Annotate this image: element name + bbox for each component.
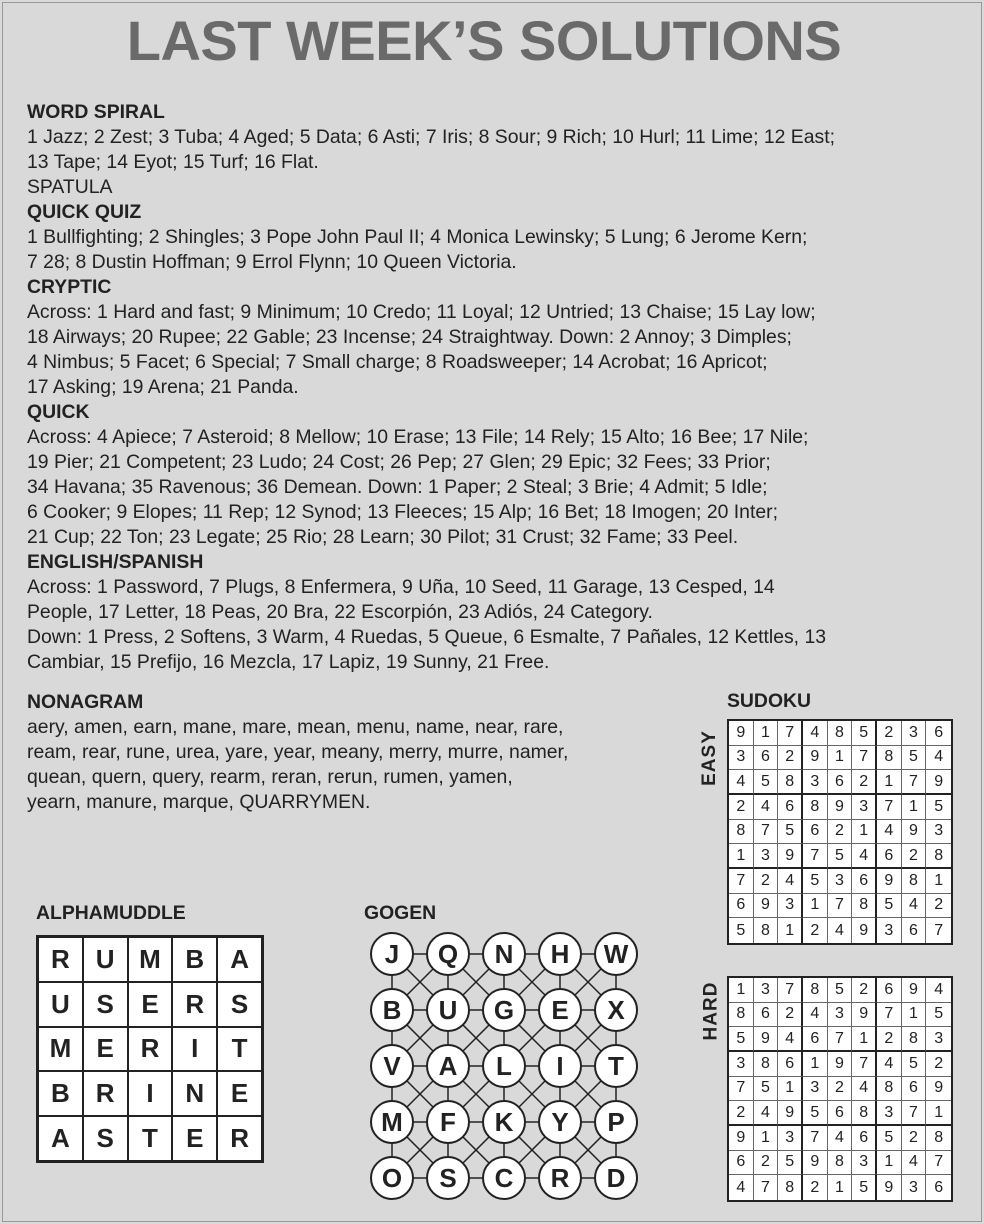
sudoku-cell: 5	[926, 795, 951, 820]
sudoku-cell: 4	[803, 1003, 828, 1028]
sudoku-cell: 5	[778, 820, 803, 845]
page-title: LAST WEEK’S SOLUTIONS	[126, 9, 842, 72]
sudoku-cell: 7	[754, 820, 779, 845]
sudoku-cell: 7	[754, 1175, 779, 1200]
alphamuddle-cell: B	[172, 937, 217, 982]
sudoku-cell: 8	[828, 1151, 853, 1176]
sudoku-cell: 5	[877, 1126, 902, 1151]
gogen-node: X	[594, 988, 638, 1032]
sudoku-cell: 1	[877, 770, 902, 795]
sudoku-cell: 7	[852, 1052, 877, 1077]
gogen-node: D	[594, 1156, 638, 1200]
section-line: People, 17 Letter, 18 Peas, 20 Bra, 22 Escorpión, 23 Adiós, 24 Category.	[27, 601, 653, 623]
sudoku-cell: 5	[926, 1003, 951, 1028]
sudoku-cell: 1	[828, 746, 853, 771]
sudoku-cell: 9	[926, 1077, 951, 1102]
sudoku-cell: 7	[729, 869, 754, 894]
sudoku-cell: 5	[754, 1077, 779, 1102]
sudoku-cell: 2	[778, 1003, 803, 1028]
sudoku-cell: 8	[902, 869, 927, 894]
section-line: Across: 1 Hard and fast; 9 Minimum; 10 Credo; 11 Loyal; 12 Untried; 13 Chaise; 15 Lay low;	[27, 301, 816, 323]
sudoku-hard-grid	[727, 976, 953, 1202]
alphamuddle-cell: M	[128, 937, 173, 982]
alphamuddle-heading: ALPHAMUDDLE	[36, 902, 186, 924]
section-line: 4 Nimbus; 5 Facet; 6 Special; 7 Small charge; 8 Roadsweeper; 14 Acrobat; 16 Apricot;	[27, 351, 768, 373]
sudoku-cell: 9	[754, 894, 779, 919]
gogen-node: K	[482, 1100, 526, 1144]
sudoku-cell: 8	[877, 746, 902, 771]
sudoku-cell: 6	[754, 1003, 779, 1028]
sudoku-cell: 9	[828, 1052, 853, 1077]
alphamuddle-cell: R	[217, 1116, 262, 1161]
gogen-node: U	[426, 988, 470, 1032]
alphamuddle-cell: S	[83, 1116, 128, 1161]
sudoku-cell: 8	[877, 1077, 902, 1102]
sudoku-cell: 8	[729, 820, 754, 845]
section-heading: WORD SPIRAL	[27, 101, 165, 123]
sudoku-cell: 8	[852, 894, 877, 919]
gogen-node: E	[538, 988, 582, 1032]
sudoku-cell: 4	[754, 1101, 779, 1126]
sudoku-cell: 8	[754, 1052, 779, 1077]
sudoku-cell: 2	[803, 918, 828, 943]
gogen-node: S	[426, 1156, 470, 1200]
alphamuddle-grid	[36, 935, 264, 1163]
sudoku-cell: 7	[778, 978, 803, 1003]
gogen-node: V	[370, 1044, 414, 1088]
sudoku-cell: 6	[902, 918, 927, 943]
sudoku-cell: 6	[934, 1178, 944, 1196]
easy-label: EASY	[698, 730, 720, 786]
sudoku-cell: 4	[729, 1175, 754, 1200]
nonagram-heading: NONAGRAM	[27, 691, 144, 713]
gogen-node: H	[538, 932, 582, 976]
sudoku-cell: 4	[926, 746, 951, 771]
sudoku-cell: 8	[852, 1101, 877, 1126]
gogen-node: Y	[538, 1100, 582, 1144]
gogen-node: W	[594, 932, 638, 976]
sudoku-cell: 5	[902, 1052, 927, 1077]
sudoku-cell: 3	[852, 795, 877, 820]
section-line: 6 Cooker; 9 Elopes; 11 Rep; 12 Synod; 13 Fleeces; 15 Alp; 16 Bet; 18 Imogen; 20 Inter;	[27, 501, 778, 523]
sudoku-cell: 2	[902, 844, 927, 869]
gogen-node: P	[594, 1100, 638, 1144]
gogen-node: I	[538, 1044, 582, 1088]
sudoku-cell: 2	[778, 746, 803, 771]
sudoku-cell: 3	[729, 1052, 754, 1077]
gogen-heading: GOGEN	[364, 902, 437, 924]
gogen-node: T	[594, 1044, 638, 1088]
sudoku-cell: 9	[852, 1003, 877, 1028]
gogen-grid	[370, 932, 634, 1216]
sudoku-cell: 7	[828, 894, 853, 919]
section-line: 19 Pier; 21 Competent; 23 Ludo; 24 Cost; 26 Pep; 27 Glen; 29 Epic; 32 Fees; 33 Prior;	[27, 451, 771, 473]
alphamuddle-cell: T	[217, 1027, 262, 1072]
sudoku-cell: 7	[852, 746, 877, 771]
alphamuddle-cell: U	[38, 982, 83, 1027]
sudoku-heading: SUDOKU	[727, 690, 812, 712]
sudoku-cell: 4	[803, 721, 828, 746]
section-line: Across: 4 Apiece; 7 Asteroid; 8 Mellow; 10 Erase; 13 File; 14 Rely; 15 Alto; 16 Bee; 17 Nile;	[27, 426, 809, 448]
alphamuddle-cell: M	[38, 1027, 83, 1072]
sudoku-easy-grid	[727, 719, 953, 945]
sudoku-cell: 6	[877, 844, 902, 869]
alphamuddle-cell: E	[172, 1116, 217, 1161]
sudoku-cell: 7	[902, 1101, 927, 1126]
hard-label: HARD	[700, 981, 722, 1041]
sudoku-cell: 1	[754, 721, 779, 746]
sudoku-cell: 5	[729, 918, 754, 943]
nonagram-line: yearn, manure, marque, QUARRYMEN.	[27, 791, 371, 813]
sudoku-cell: 4	[828, 1126, 853, 1151]
sudoku-cell: 3	[877, 918, 902, 943]
section-line: 1 Jazz; 2 Zest; 3 Tuba; 4 Aged; 5 Data; 6 Asti; 7 Iris; 8 Sour; 9 Rich; 10 Hurl; 11 Lime; 12 East;	[27, 126, 835, 148]
sudoku-cell: 5	[852, 1175, 877, 1200]
gogen-node: Q	[426, 932, 470, 976]
sudoku-cell: 3	[902, 721, 927, 746]
sudoku-cell: 3	[754, 844, 779, 869]
sudoku-cell: 4	[902, 894, 927, 919]
sudoku-cell: 8	[754, 918, 779, 943]
alphamuddle-cell: R	[38, 937, 83, 982]
gogen-node: C	[482, 1156, 526, 1200]
sudoku-cell: 2	[754, 869, 779, 894]
sudoku-cell: 1	[803, 894, 828, 919]
sudoku-cell: 3	[778, 1126, 803, 1151]
sudoku-cell: 5	[828, 844, 853, 869]
sudoku-cell: 3	[803, 1077, 828, 1102]
sudoku-cell: 3	[877, 1101, 902, 1126]
gogen-node: A	[426, 1044, 470, 1088]
sudoku-cell: 3	[778, 894, 803, 919]
section-line: SPATULA	[27, 176, 113, 198]
nonagram-line: ream, rear, rune, urea, yare, year, meany, merry, murre, namer,	[27, 741, 569, 763]
gogen-node: F	[426, 1100, 470, 1144]
sudoku-cell: 8	[902, 1027, 927, 1052]
section-line: 18 Airways; 20 Rupee; 22 Gable; 23 Incense; 24 Straightway. Down: 2 Annoy; 3 Dimples;	[27, 326, 792, 348]
sudoku-cell: 6	[754, 746, 779, 771]
sudoku-cell: 9	[729, 721, 754, 746]
sudoku-cell: 1	[902, 795, 927, 820]
sudoku-cell: 8	[803, 795, 828, 820]
alphamuddle-cell: I	[128, 1071, 173, 1116]
sudoku-cell: 7	[729, 1077, 754, 1102]
sudoku-cell: 1	[803, 1052, 828, 1077]
sudoku-cell: 6	[778, 795, 803, 820]
alphamuddle-cell: T	[128, 1116, 173, 1161]
sudoku-cell: 4	[828, 918, 853, 943]
sudoku-cell: 1	[754, 1126, 779, 1151]
sudoku-cell: 3	[926, 820, 951, 845]
sudoku-cell: 3	[754, 978, 779, 1003]
sudoku-cell: 9	[778, 844, 803, 869]
sudoku-cell: 4	[852, 844, 877, 869]
sudoku-cell: 3	[803, 770, 828, 795]
sudoku-cell: 2	[877, 1027, 902, 1052]
sudoku-cell: 4	[729, 770, 754, 795]
alphamuddle-cell: A	[38, 1116, 83, 1161]
alphamuddle-cell: S	[83, 982, 128, 1027]
sudoku-cell: 9	[926, 770, 951, 795]
sudoku-cell: 1	[729, 844, 754, 869]
sudoku-cell: 9	[754, 1027, 779, 1052]
sudoku-cell: 1	[828, 1175, 853, 1200]
sudoku-cell: 4	[778, 869, 803, 894]
sudoku-cell: 6	[852, 1126, 877, 1151]
section-line: 13 Tape; 14 Eyot; 15 Turf; 16 Flat.	[27, 151, 319, 173]
sudoku-cell: 1	[852, 1027, 877, 1052]
section-line: Down: 1 Press, 2 Softens, 3 Warm, 4 Ruedas, 5 Queue, 6 Esmalte, 7 Pañales, 12 Kettles, 13	[27, 626, 827, 648]
sudoku-cell: 4	[754, 795, 779, 820]
sudoku-cell: 9	[902, 978, 927, 1003]
sudoku-cell: 1	[926, 869, 951, 894]
sudoku-cell: 2	[926, 894, 951, 919]
sudoku-cell: 6	[729, 1151, 754, 1176]
sudoku-cell: 9	[828, 795, 853, 820]
sudoku-cell: 2	[902, 1126, 927, 1151]
section-heading: QUICK QUIZ	[27, 201, 142, 223]
sudoku-cell: 1	[729, 978, 754, 1003]
gogen-node: L	[482, 1044, 526, 1088]
sudoku-cell: 2	[877, 721, 902, 746]
sudoku-cell: 1	[926, 1101, 951, 1126]
alphamuddle-cell: E	[83, 1027, 128, 1072]
nonagram-line: quean, quern, query, rearm, reran, rerun, rumen, yamen,	[27, 766, 513, 788]
sudoku-cell: 2	[729, 795, 754, 820]
sudoku-cell: 6	[877, 978, 902, 1003]
gogen-node: B	[370, 988, 414, 1032]
gogen-node: R	[538, 1156, 582, 1200]
sudoku-cell: 3	[902, 1175, 927, 1200]
alphamuddle-cell: R	[172, 982, 217, 1027]
sudoku-cell: 3	[852, 1151, 877, 1176]
sudoku-cell: 9	[877, 1175, 902, 1200]
sudoku-cell: 8	[926, 844, 951, 869]
sudoku-cell: 5	[877, 894, 902, 919]
alphamuddle-cell: S	[217, 982, 262, 1027]
alphamuddle-cell: I	[172, 1027, 217, 1072]
sudoku-cell: 6	[778, 1052, 803, 1077]
nonagram-section	[27, 690, 667, 815]
sudoku-cell: 9	[729, 1126, 754, 1151]
sudoku-cell: 7	[934, 921, 944, 939]
sudoku-cell: 7	[926, 1151, 951, 1176]
gogen-node: J	[370, 932, 414, 976]
sudoku-cell: 5	[778, 1151, 803, 1176]
sudoku-cell: 5	[902, 746, 927, 771]
alphamuddle-cell: R	[128, 1027, 173, 1072]
sudoku-cell: 6	[803, 1027, 828, 1052]
sudoku-cell: 1	[877, 1151, 902, 1176]
nonagram-line: aery, amen, earn, mane, mare, mean, menu, name, near, rare,	[27, 716, 564, 738]
sudoku-cell: 5	[803, 869, 828, 894]
sudoku-cell: 4	[926, 978, 951, 1003]
sudoku-cell: 1	[778, 918, 803, 943]
sudoku-cell: 3	[828, 869, 853, 894]
section-line: 34 Havana; 35 Ravenous; 36 Demean. Down: 1 Paper; 2 Steal; 3 Brie; 4 Admit; 5 Idle;	[27, 476, 768, 498]
section-line: Across: 1 Password, 7 Plugs, 8 Enfermera, 9 Uña, 10 Seed, 11 Garage, 13 Cesped, 14	[27, 576, 775, 598]
sudoku-cell: 1	[852, 820, 877, 845]
sudoku-cell: 8	[778, 1175, 803, 1200]
alphamuddle-cell: R	[83, 1071, 128, 1116]
sudoku-cell: 2	[729, 1101, 754, 1126]
sudoku-cell: 9	[852, 918, 877, 943]
sudoku-cell: 1	[778, 1077, 803, 1102]
section-line: 17 Asking; 19 Arena; 21 Panda.	[27, 376, 299, 398]
sudoku-cell: 4	[852, 1077, 877, 1102]
sudoku-cell: 3	[926, 1027, 951, 1052]
sudoku-cell: 4	[877, 820, 902, 845]
sudoku-cell: 5	[803, 1101, 828, 1126]
section-heading: ENGLISH/SPANISH	[27, 551, 204, 573]
section-line: 21 Cup; 22 Ton; 23 Legate; 25 Rio; 28 Learn; 30 Pilot; 31 Crust; 32 Fame; 33 Peel.	[27, 526, 739, 548]
alphamuddle-cell: U	[83, 937, 128, 982]
alphamuddle-cell: E	[128, 982, 173, 1027]
sudoku-cell: 6	[803, 820, 828, 845]
sudoku-cell: 7	[877, 795, 902, 820]
gogen-node: O	[370, 1156, 414, 1200]
sudoku-cell: 2	[754, 1151, 779, 1176]
gogen-node: G	[482, 988, 526, 1032]
sudoku-cell: 2	[926, 1052, 951, 1077]
sudoku-cell: 3	[729, 746, 754, 771]
sudoku-cell: 6	[902, 1077, 927, 1102]
sudoku-cell: 8	[926, 1126, 951, 1151]
sudoku-cell: 5	[729, 1027, 754, 1052]
sudoku-cell: 5	[754, 770, 779, 795]
sudoku-cell: 8	[803, 978, 828, 1003]
sudoku-cell: 4	[877, 1052, 902, 1077]
section-line: 7 28; 8 Dustin Hoffman; 9 Errol Flynn; 10 Queen Victoria.	[27, 251, 517, 273]
alphamuddle-cell: A	[217, 937, 262, 982]
sudoku-cell: 5	[852, 721, 877, 746]
sudoku-cell: 9	[902, 820, 927, 845]
sudoku-cell: 2	[852, 978, 877, 1003]
sudoku-cell: 6	[926, 721, 951, 746]
sudoku-cell: 7	[803, 844, 828, 869]
sudoku-cell: 7	[877, 1003, 902, 1028]
sudoku-cell: 4	[902, 1151, 927, 1176]
sudoku-cell: 7	[803, 1126, 828, 1151]
sudoku-cell: 1	[902, 1003, 927, 1028]
gogen-node: N	[482, 932, 526, 976]
sudoku-cell: 9	[803, 1151, 828, 1176]
section-heading: CRYPTIC	[27, 276, 112, 298]
sudoku-cell: 2	[828, 820, 853, 845]
sudoku-cell: 9	[803, 746, 828, 771]
section-heading: QUICK	[27, 401, 90, 423]
sudoku-cell: 8	[828, 721, 853, 746]
section-line: 1 Bullfighting; 2 Shingles; 3 Pope John Paul II; 4 Monica Lewinsky; 5 Lung; 6 Jerome Kern;	[27, 226, 808, 248]
solutions-text	[27, 100, 962, 675]
sudoku-cell: 6	[828, 770, 853, 795]
sudoku-cell: 7	[828, 1027, 853, 1052]
sudoku-cell: 6	[852, 869, 877, 894]
sudoku-cell: 9	[778, 1101, 803, 1126]
sudoku-cell: 8	[729, 1003, 754, 1028]
sudoku-cell: 5	[828, 978, 853, 1003]
sudoku-cell: 2	[852, 770, 877, 795]
sudoku-cell: 6	[729, 894, 754, 919]
sudoku-cell: 4	[778, 1027, 803, 1052]
sudoku-cell: 2	[803, 1175, 828, 1200]
sudoku-cell: 7	[778, 721, 803, 746]
sudoku-cell: 3	[828, 1003, 853, 1028]
sudoku-cell: 9	[877, 869, 902, 894]
section-line: Cambiar, 15 Prefijo, 16 Mezcla, 17 Lapiz, 19 Sunny, 21 Free.	[27, 651, 550, 673]
alphamuddle-cell: E	[217, 1071, 262, 1116]
alphamuddle-cell: N	[172, 1071, 217, 1116]
gogen-node: M	[370, 1100, 414, 1144]
sudoku-cell: 8	[778, 770, 803, 795]
sudoku-cell: 6	[828, 1101, 853, 1126]
alphamuddle-cell: B	[38, 1071, 83, 1116]
sudoku-cell: 2	[828, 1077, 853, 1102]
sudoku-cell: 7	[902, 770, 927, 795]
